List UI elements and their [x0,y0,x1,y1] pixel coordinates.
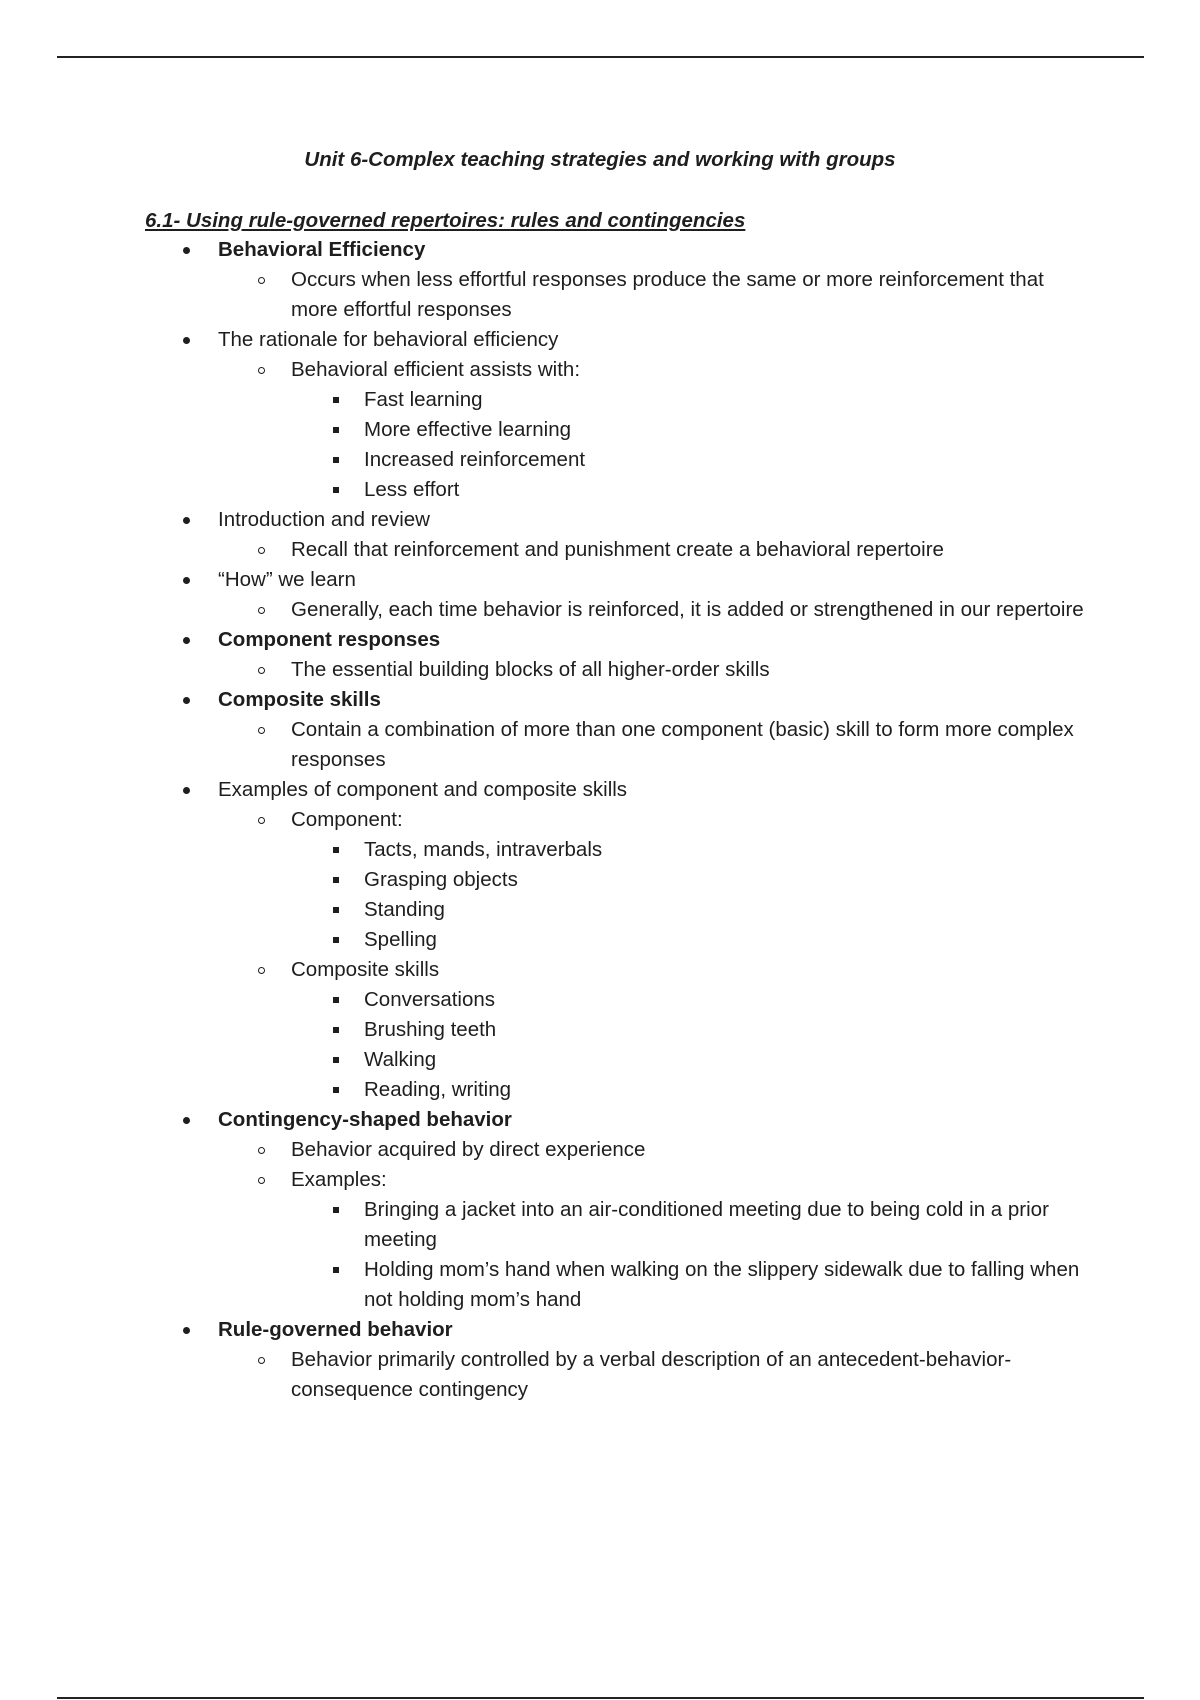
bullet-circle-icon [258,967,265,974]
list-item-text: Component responses [218,628,441,651]
bullet-square-icon [333,397,339,403]
list-item-text: Reading, writing [364,1078,511,1101]
list-item-level-3 [0,385,1200,415]
bullet-square-icon [333,487,339,493]
list-item-text: Increased reinforcement [364,448,586,471]
list-item-level-1 [0,1315,1200,1345]
bullet-circle-icon [258,1357,265,1364]
list-item-level-2 [0,805,1200,835]
list-item-text: Bringing a jacket into an air-conditioned meeting due to being cold in a prior meeting [364,1198,1049,1251]
bullet-disc-icon [183,1117,190,1124]
document-title: Unit 6-Complex teaching strategies and working with groups [304,148,896,171]
list-item-level-1 [0,325,1200,355]
bullet-square-icon [333,847,339,853]
bullet-square-icon [333,1027,339,1033]
list-item-text: Composite skills [291,958,440,981]
header-rule [57,56,1144,58]
list-item-level-3 [0,1015,1200,1045]
list-item-text: Examples: [291,1168,387,1191]
list-item-text: Brushing teeth [364,1018,497,1041]
bullet-disc-icon [183,637,190,644]
bullet-square-icon [333,1087,339,1093]
bullet-square-icon [333,1267,339,1273]
list-item-text: Holding mom’s hand when walking on the slippery sidewalk due to falling when not holding mom’s hand [364,1258,1080,1311]
list-item-level-3 [0,415,1200,445]
list-item-text: Behavior primarily controlled by a verbal description of an antecedent-behavior-consequence contingency [291,1348,1012,1401]
list-item-level-1 [0,775,1200,805]
bullet-circle-icon [258,667,265,674]
list-item-level-3 [0,835,1200,865]
list-item-level-3 [0,865,1200,895]
bullet-disc-icon [183,787,190,794]
list-item-text: Grasping objects [364,868,518,891]
list-item-text: Conversations [364,988,496,1011]
bullet-square-icon [333,457,339,463]
list-item-level-3 [0,445,1200,475]
list-item-text: Composite skills [218,688,381,711]
list-item-text: Recall that reinforcement and punishment create a behavioral repertoire [291,538,944,561]
bullet-disc-icon [183,697,190,704]
list-item-text: Standing [364,898,445,921]
list-item-text: Spelling [364,928,437,951]
list-item-text: The essential building blocks of all higher-order skills [291,658,770,681]
bullet-circle-icon [258,277,265,284]
list-item-level-2 [0,355,1200,385]
list-item-level-3 [0,1195,1200,1255]
list-item-text: Behavior acquired by direct experience [291,1138,646,1161]
list-item-text: Behavioral efficient assists with: [291,358,581,381]
list-item-text: Introduction and review [218,508,430,531]
list-item-level-1 [0,235,1200,265]
list-item-text: Behavioral Efficiency [218,238,426,261]
bullet-circle-icon [258,367,265,374]
list-item-text: Rule-governed behavior [218,1318,453,1341]
bullet-circle-icon [258,547,265,554]
bullet-disc-icon [183,247,190,254]
list-item-level-2 [0,955,1200,985]
list-item-level-3 [0,985,1200,1015]
list-item-text: Contingency-shaped behavior [218,1108,512,1131]
list-item-text: Contain a combination of more than one component (basic) skill to form more complex responses [291,718,1074,771]
footer-rule [57,1697,1144,1699]
list-item-level-3 [0,475,1200,505]
list-item-level-2 [0,265,1200,325]
bullet-circle-icon [258,1147,265,1154]
list-item-level-2 [0,1135,1200,1165]
bullet-circle-icon [258,817,265,824]
bullet-circle-icon [258,607,265,614]
list-item-level-1 [0,625,1200,655]
list-item-level-1 [0,505,1200,535]
list-item-level-1 [0,1105,1200,1135]
list-item-level-3 [0,1075,1200,1105]
list-item-text: Examples of component and composite skills [218,778,628,801]
bullet-disc-icon [183,337,190,344]
list-item-text: Generally, each time behavior is reinforced, it is added or strengthened in our repertoire [291,598,1084,621]
bullet-circle-icon [258,1177,265,1184]
list-item-level-2 [0,1345,1200,1405]
bullet-square-icon [333,1057,339,1063]
section-heading: 6.1- Using rule-governed repertoires: rules and contingencies [145,209,746,232]
outline-list [0,235,1200,1405]
list-item-text: Component: [291,808,403,831]
list-item-text: Less effort [364,478,460,501]
list-item-text: Occurs when less effortful responses produce the same or more reinforcement that more effortful responses [291,268,1044,321]
bullet-square-icon [333,997,339,1003]
list-item-level-2 [0,535,1200,565]
list-item-level-1 [0,565,1200,595]
list-item-level-3 [0,1045,1200,1075]
bullet-circle-icon [258,727,265,734]
list-item-text: More effective learning [364,418,572,441]
list-item-text: The rationale for behavioral efficiency [218,328,559,351]
list-item-level-2 [0,1165,1200,1195]
bullet-square-icon [333,1207,339,1213]
bullet-disc-icon [183,1327,190,1334]
list-item-level-1 [0,685,1200,715]
list-item-text: Walking [364,1048,437,1071]
list-item-text: “How” we learn [218,568,356,591]
bullet-square-icon [333,877,339,883]
bullet-square-icon [333,937,339,943]
list-item-level-3 [0,895,1200,925]
list-item-level-2 [0,715,1200,775]
bullet-disc-icon [183,517,190,524]
bullet-square-icon [333,907,339,913]
list-item-level-3 [0,925,1200,955]
list-item-text: Tacts, mands, intraverbals [364,838,603,861]
list-item-level-2 [0,655,1200,685]
bullet-square-icon [333,427,339,433]
bullet-disc-icon [183,577,190,584]
list-item-level-2 [0,595,1200,625]
list-item-text: Fast learning [364,388,483,411]
list-item-level-3 [0,1255,1200,1315]
